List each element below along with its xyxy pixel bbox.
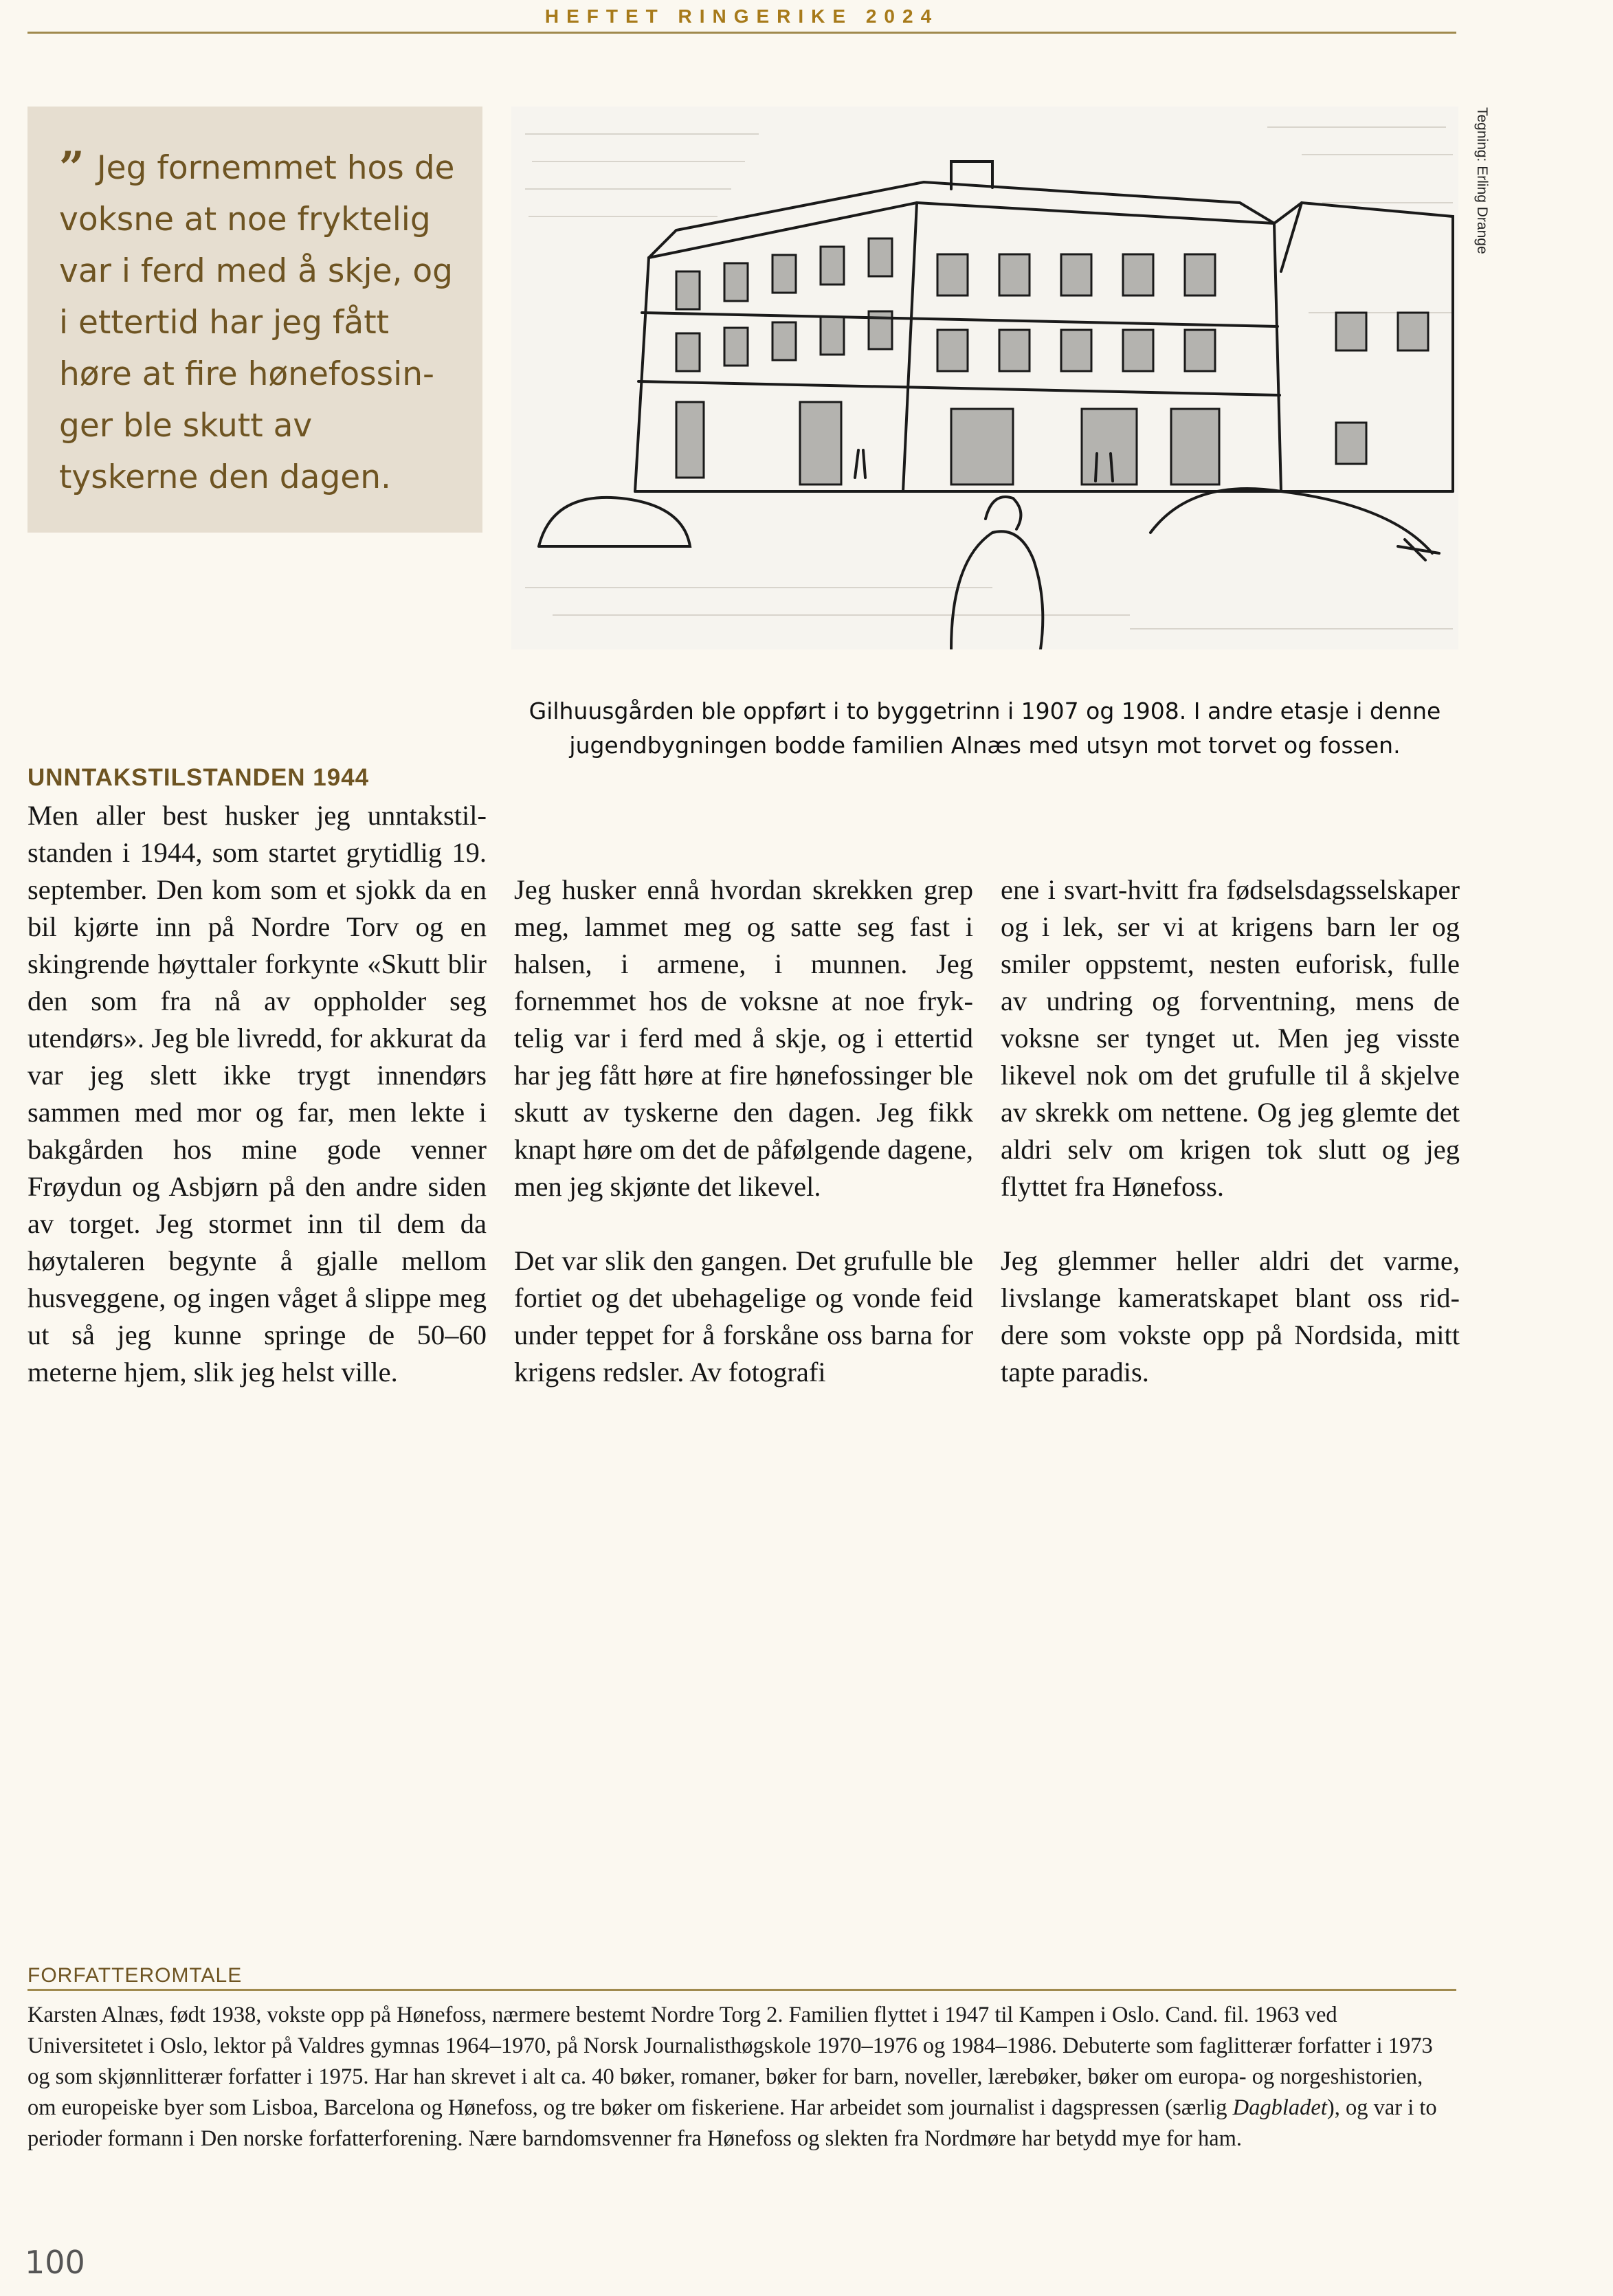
- author-note-heading: FORFATTEROMTALE: [27, 1964, 1456, 1991]
- building-illustration: [511, 107, 1458, 649]
- section-heading: UNNTAKSTILSTANDEN 1944: [27, 764, 370, 791]
- paragraph: Jeg husker ennå hvordan skrekken grep meg, lammet meg og satte seg fast i halsen, i armene, i munnen. Jeg fornemmet hos de voksne at noe fryktelig var i ferd med å skje, og i ettertid har jeg fått høre at fire hønefossinger ble skutt av tyskerne den dagen. Jeg fikk knapt høre om det de påfølgende dagene, men jeg skjønte det likevel.: [514, 874, 973, 1202]
- pull-quote-box: [27, 107, 482, 533]
- header-title: HEFTET RINGERIKE 2024: [544, 5, 939, 27]
- text-column-1: [27, 797, 487, 1428]
- author-note: [27, 2000, 1456, 2154]
- author-note-part: ), og var i to perioder formann i Den norske forfatterforening. Nære barndomsvenner fra Hønefoss og slekten fra Nordmøre har betydd mye for ham.: [27, 2095, 1437, 2151]
- newspaper-title: Dagbladet: [1232, 2095, 1327, 2120]
- illustration-caption: [511, 694, 1458, 763]
- pull-quote: [59, 142, 456, 503]
- author-note-part: Karsten Alnæs, født 1938, vokste opp på Hønefoss, nærmere bestemt Nordre Torg 2. Familien flyttet i 1947 til Kampen i Oslo. Cand. fil. 1963 ved Universitetet i Oslo, lektor på Valdres gymnas 1964–1970, på Norsk Journalisthøgskole 1970–1976 og 1984–1986. Debuterte som faglitterær forfatter i 1973 og som skjønnlitterær forfatter i 1975. Har han skrevet i alt ca. 40 bøker, romaner, bøker for barn, noveller, lærebøker, bøker om europa- og norgeshistorien, om europeiske byer som Lisboa, Barcelona og Hønefoss, og tre bøker om fiskeriene. Har arbeidet som journalist i dagspressen (særlig: [27, 2003, 1433, 2120]
- illustration-credit: Tegning: Erling Drange: [1474, 107, 1490, 254]
- paragraph: Jeg glemmer heller aldri det varme, livslange kameratskapet blant oss riddere som vokste opp på Nordsida, mitt tapte paradis.: [1001, 1245, 1460, 1387]
- author-note-text: [27, 2000, 1456, 2154]
- page-number: 100: [25, 2244, 85, 2281]
- paragraph: Det var slik den gangen. Det grufulle ble fortiet og det ubehagelige og vonde feid under teppet for å forskåne oss barna for krigens redsler. Av fotografi: [514, 1245, 973, 1387]
- caption-line: jugendbygningen bodde familien Alnæs med utsyn mot torvet og fossen.: [569, 732, 1401, 759]
- caption-line: Gilhuusgården ble oppført i to byggetrinn i 1907 og 1908. I andre etasje i denne: [529, 698, 1441, 724]
- paragraph: Men aller best husker jeg unntakstilstanden i 1944, som startet grytidlig 19. september. Den kom som et sjokk da en bil kjørte inn på Nordre Torv og en skingrende høyttaler forkynte «Skutt blir den som fra nå av oppholder seg utendørs». Jeg ble livredd, for akkurat da var jeg slett ikke trygt innendørs sammen med mor og far, men lekte i bakgården hos mine gode venner Frøydun og Asbjørn på den andre siden av torget. Jeg stormet inn til dem da høytaleren begynte å gjalle mellom husveggene, og ingen våget å slippe meg ut så jeg kunne springe de 50–60 meterne hjem, slik jeg helst ville.: [27, 800, 487, 1387]
- paragraph: ene i svart-hvitt fra fødselsdagsselskaper og i lek, ser vi at krigens barn ler og smiler oppstemt, nesten euforisk, fulle av undring og forventning, mens de voksne ser tynget ut. Men jeg visste likevel nok om det grufulle til å skjelve av skrekk om nettene. Og jeg glemte det aldri selv om krigen tok slutt og jeg flyttet fra Hønefoss.: [1001, 874, 1460, 1202]
- quote-mark-icon: ”: [59, 142, 85, 194]
- pull-quote-text: Jeg fornemmet hos de voksne at noe fryktelig var i ferd med å skje, og i ettertid har jeg fått høre at fire hønefossinger ble skutt av tyskerne den dagen.: [59, 149, 455, 496]
- text-column-2: [514, 871, 973, 1428]
- text-column-3: [1001, 871, 1460, 1428]
- running-header: [27, 0, 1456, 34]
- building-sketch-image: [511, 107, 1458, 649]
